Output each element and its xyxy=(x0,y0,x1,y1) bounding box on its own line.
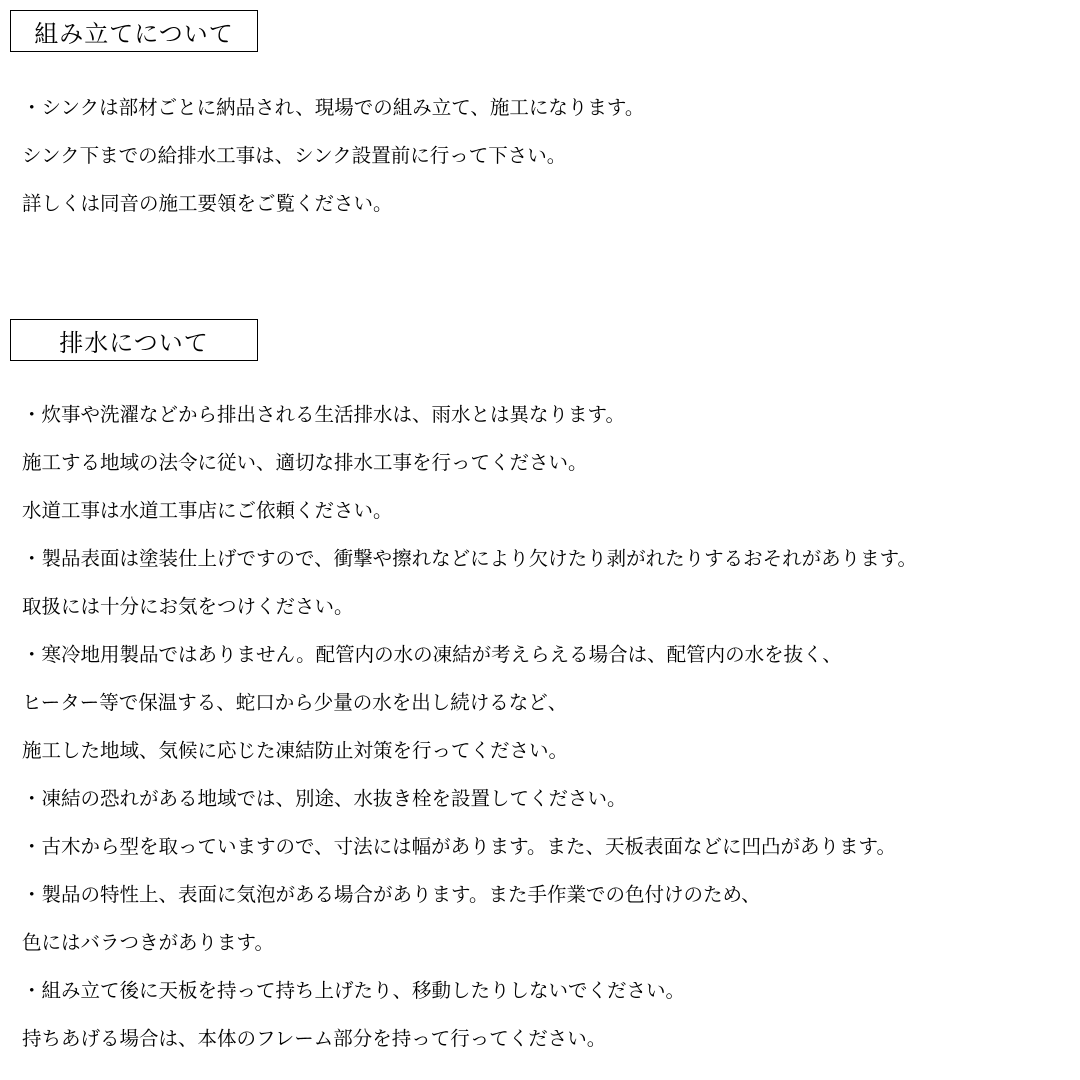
drainage-line-2: 施工する地域の法令に従い、適切な排水工事を行ってください。 xyxy=(22,451,588,474)
drainage-line-8: 施工した地域、気候に応じた凍結防止対策を行ってください。 xyxy=(22,739,569,762)
section-title-drainage: 排水について xyxy=(10,319,258,361)
drainage-line-5: 取扱には十分にお気をつけください。 xyxy=(22,595,354,618)
drainage-line-3: 水道工事は水道工事店にご依頼ください。 xyxy=(22,499,393,522)
drainage-line-1: ・炊事や洗濯などから排出される生活排水は、雨水とは異なります。 xyxy=(22,403,625,426)
drainage-line-6: ・寒冷地用製品ではありません。配管内の水の凍結が考えらえる場合は、配管内の水を抜く、 xyxy=(22,643,842,666)
drainage-line-9: ・凍結の恐れがある地域では、別途、水抜き栓を設置してください。 xyxy=(22,787,627,810)
drainage-line-10: ・古木から型を取っていますので、寸法には幅があります。また、天板表面などに凹凸があります。 xyxy=(22,835,896,858)
assembly-line-3: 詳しくは同音の施工要領をご覧ください。 xyxy=(22,192,393,215)
drainage-line-4: ・製品表面は塗装仕上げですので、衝撃や擦れなどにより欠けたり剥がれたりするおそれがあります。 xyxy=(22,547,918,570)
assembly-line-2: シンク下までの給排水工事は、シンク設置前に行って下さい。 xyxy=(22,144,567,167)
section-title-assembly: 組み立てについて xyxy=(10,10,258,52)
drainage-line-7: ヒーター等で保温する、蛇口から少量の水を出し続けるなど、 xyxy=(22,691,568,714)
assembly-line-1: ・シンクは部材ごとに納品され、現場での組み立て、施工になります。 xyxy=(22,96,645,119)
drainage-line-13: ・組み立て後に天板を持って持ち上げたり、移動したりしないでください。 xyxy=(22,979,686,1002)
drainage-line-14: 持ちあげる場合は、本体のフレーム部分を持って行ってください。 xyxy=(22,1027,607,1050)
drainage-line-12: 色にはバラつきがあります。 xyxy=(22,931,274,954)
drainage-line-11: ・製品の特性上、表面に気泡がある場合があります。また手作業での色付けのため、 xyxy=(22,883,761,906)
